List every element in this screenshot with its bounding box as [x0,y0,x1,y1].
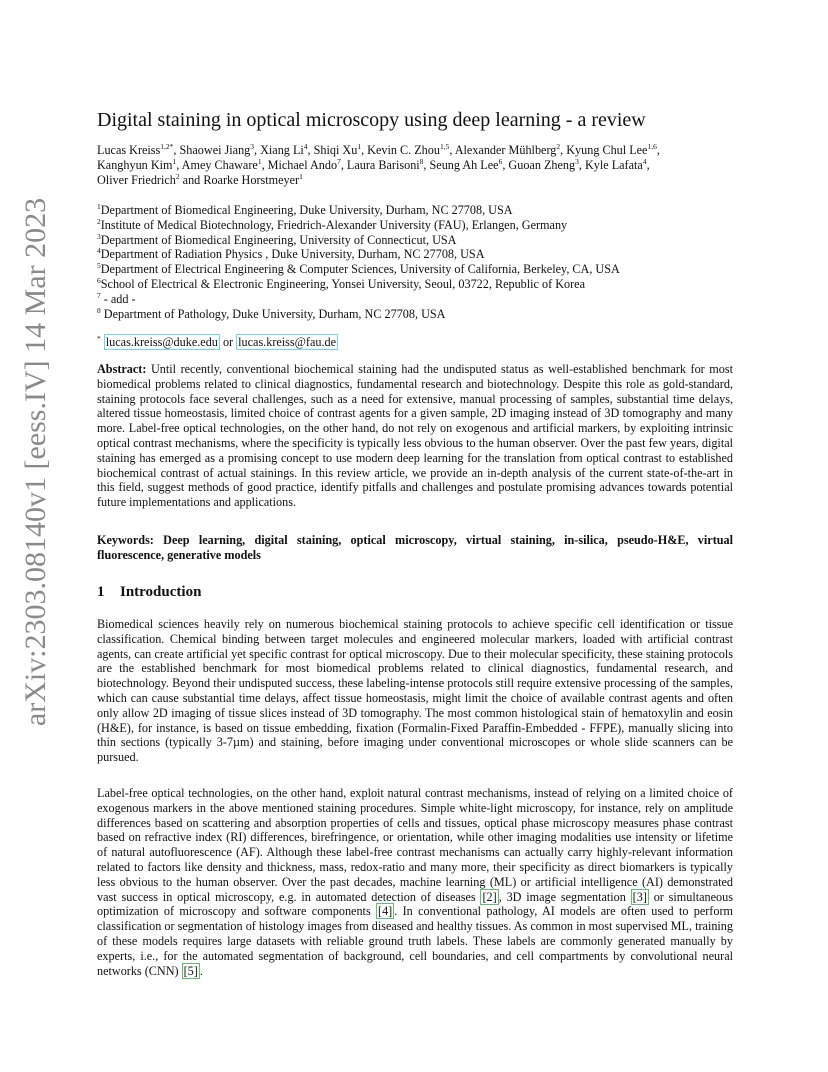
author: Shiqi Xu$^1$ [313,142,362,157]
affiliation: $^2$Institute of Medical Biotechnology, Friedrich-Alexander University (FAU), Erlangen, Germany [97,216,568,232]
author: Kevin C. Zhou$^{1,5}$ [367,142,450,157]
affiliation: $^1$Department of Biomedical Engineering, Duke University, Durham, NC 27708, USA [97,202,513,217]
email-link-fau[interactable]: lucas.kreiss@fau.de [238,335,336,349]
author: Roarke Horstmeyer$^1$ [203,172,303,187]
citation-link[interactable]: [3] [632,889,647,904]
author: Shaowei Jiang$^3$ [179,142,255,157]
citation-link[interactable]: [4] [378,904,393,919]
author: Kanghyun Kim$^1$ [97,157,177,172]
citation-link[interactable]: [2] [482,889,497,904]
author: Alexander Mühlberg$^2$ [454,142,561,157]
author: Xiang Li$^4$ [260,142,308,157]
author: Seung Ah Lee$^6$ [429,157,503,172]
abstract [97,362,733,510]
keywords-text: Deep learning, digital staining, optical microscopy, virtual staining, in-silica, pseudo-H&E, virtual fluorescence, generative models [97,533,734,562]
section-number: 1 [97,584,105,600]
section-title: Introduction [120,584,202,600]
affiliation: $^4$Department of Radiation Physics , Duke University, Durham, NC 27708, USA [97,246,485,262]
citation-link[interactable]: [5] [183,963,198,978]
author: Amey Chaware$^1$ [181,157,262,172]
author: Kyle Lafata$^4$ [584,157,647,172]
paragraph: Biomedical sciences heavily rely on numerous biochemical staining protocols to achieve specific cell identification or tissue classification. Chemical binding between target molecules and engineered molecular markers, loaded with artificial contrast agents, can create artificial yet specific contrast for optical microscopy. Due to their molecular specificity, these staining protocols are the established benchmark for most biomedical problems related to clinical diagnostics, fundamental research, and biotechnology. Beyond their undisputed success, these labeling-intense protocols still require extensive processing of the samples, which can cause substantial time delays, affect tissue homeostasis, might limit the choice of available contrast agents and often only allow 2D imaging of tissue slices instead of 3D tomography. The most common histological stain of hematoxylin and eosin (H&E), for instance, is based on tissue embedding, fixation (Formalin-Fixed Paraffin-Embedded - FFPE), manually slicing into thin sections (typically 3-7µm) and staining, before imaging under conventional microscopes or whole slide scanners can be pursued. [97,617,733,765]
author: Oliver Friedrich$^2$ [97,172,180,187]
author-list: Lucas Kreiss$^{1,2*}$, Shaowei Jiang$^3$, Xiang Li$^4$, Shiqi Xu$^1$, Kevin C. Zhou$^{1,5}$, Alexander Mühlberg$^2$, Kyung Chul Lee$^{1,6}$, Kanghyun Kim$^1$, Amey Chaware$^1$, Michael Ando$^7$, Laura Barisoni$^8$, Seung Ah Lee$^6$, Guoan Zheng$^3$, Kyle Lafata$^4$, Oliver Friedrich$^2$ and Roarke Horstmeyer$^1$ [97,142,660,187]
author: Michael Ando$^7$ [267,157,341,172]
affiliation-list [97,203,733,321]
affiliation: $^6$School of Electrical & Electronic Engineering, Yonsei University, Seoul, 03722, Republic of Korea [97,275,585,291]
affiliation: $^5$Department of Electrical Engineering & Computer Sciences, University of California, Berkeley, CA, USA [97,261,620,277]
keywords-label: Keywords: [97,533,154,547]
abstract-text: Until recently, conventional biochemical staining had the undisputed status as well-established benchmark for most biomedical problems related to clinical diagnostics, fundamental research and biotechnology. Despite this role as gold-standard, staining protocols face several challenges, such as a need for extensive, manual processing of samples, substantial time delays, altered tissue homeostasis, limited choice of contrast agents for a given sample, 2D imaging instead of 3D tomography and many more. Label-free optical technologies, on the other hand, do not rely on exogenous and artificial markers, by exploiting intrinsic optical contrast mechanisms, where the specificity is typically less obvious to the human observer. Over the past few years, digital staining has emerged as a promising concept to use modern deep learning for the translation from optical contrast to established biochemical contrast of actual stainings. In this review article, we provide an in-depth analysis of the current state-of-the-art in this field, suggest methods of good practice, identify pitfalls and challenges and postulate promising advances towards potential future implementations and applications. [97,362,733,510]
arxiv-identifier-stamp: arXiv:2303.08140v1 [eess.IV] 14 Mar 2023 [19,197,52,727]
abstract-label: Abstract: [97,362,147,376]
affiliation: $^8$ Department of Pathology, Duke University, Durham, NC 27708, USA [97,305,446,321]
email-link-duke[interactable]: lucas.kreiss@duke.edu [105,335,218,349]
author: Kyung Chul Lee$^{1,6}$ [566,142,657,157]
section-heading [97,583,733,601]
affiliation: $^7$ - add - [97,290,136,306]
corresponding-mark: * [97,334,101,343]
contact-or: or [222,335,234,349]
author: Laura Barisoni$^8$ [346,157,424,172]
keywords [97,533,733,563]
paper-title: Digital staining in optical microscopy using deep learning - a review [97,109,646,131]
contact-line [97,335,733,350]
author: Guoan Zheng$^3$ [508,157,579,172]
paragraph: Label-free optical technologies, on the other hand, exploit natural contrast mechanisms, instead of relying on a limited choice of exogenous markers in the above mentioned staining procedures. Simple white-light microscopy, for instance, rely on amplitude differences based on scattering and absorption properties of cells and tissues, optical phase microscopy measures phase contrast based on refractive index (RI) differences, birefringence, or orientation, while other imaging modalities use intensity or lifetime of natural autofluorescence (AF). Although these label-free contrast mechanisms can actually carry highly-relevant information related to factors like density and thickness, mass, redox-ratio and many more, their specificity as direct biomarkers is typically less obvious to the human observer. Over the past decades, machine learning (ML) or artificial intelligence (AI) demonstrated vast success in optical microscopy, e.g. in automated detection of diseases [2] , 3D image segmentation [3] or simultaneous optimization of microscopy and software components [4] . In conventional pathology, AI models are often used to perform classification or segmentation of histology images from diseased and healthy tissues. As common in most supervised ML, training of these models requires large datasets with reliable ground truth labels. These labels are commonly generated manually by experts, i.e., for the automated segmentation of background, cell boundaries, and cell compartments by convolutional neural networks (CNN) [5] . [97,786,733,978]
affiliation: $^3$Department of Biomedical Engineering, University of Connecticut, USA [97,231,457,247]
author: Lucas Kreiss$^{1,2*}$ [97,142,174,157]
author-and: and [182,173,201,187]
